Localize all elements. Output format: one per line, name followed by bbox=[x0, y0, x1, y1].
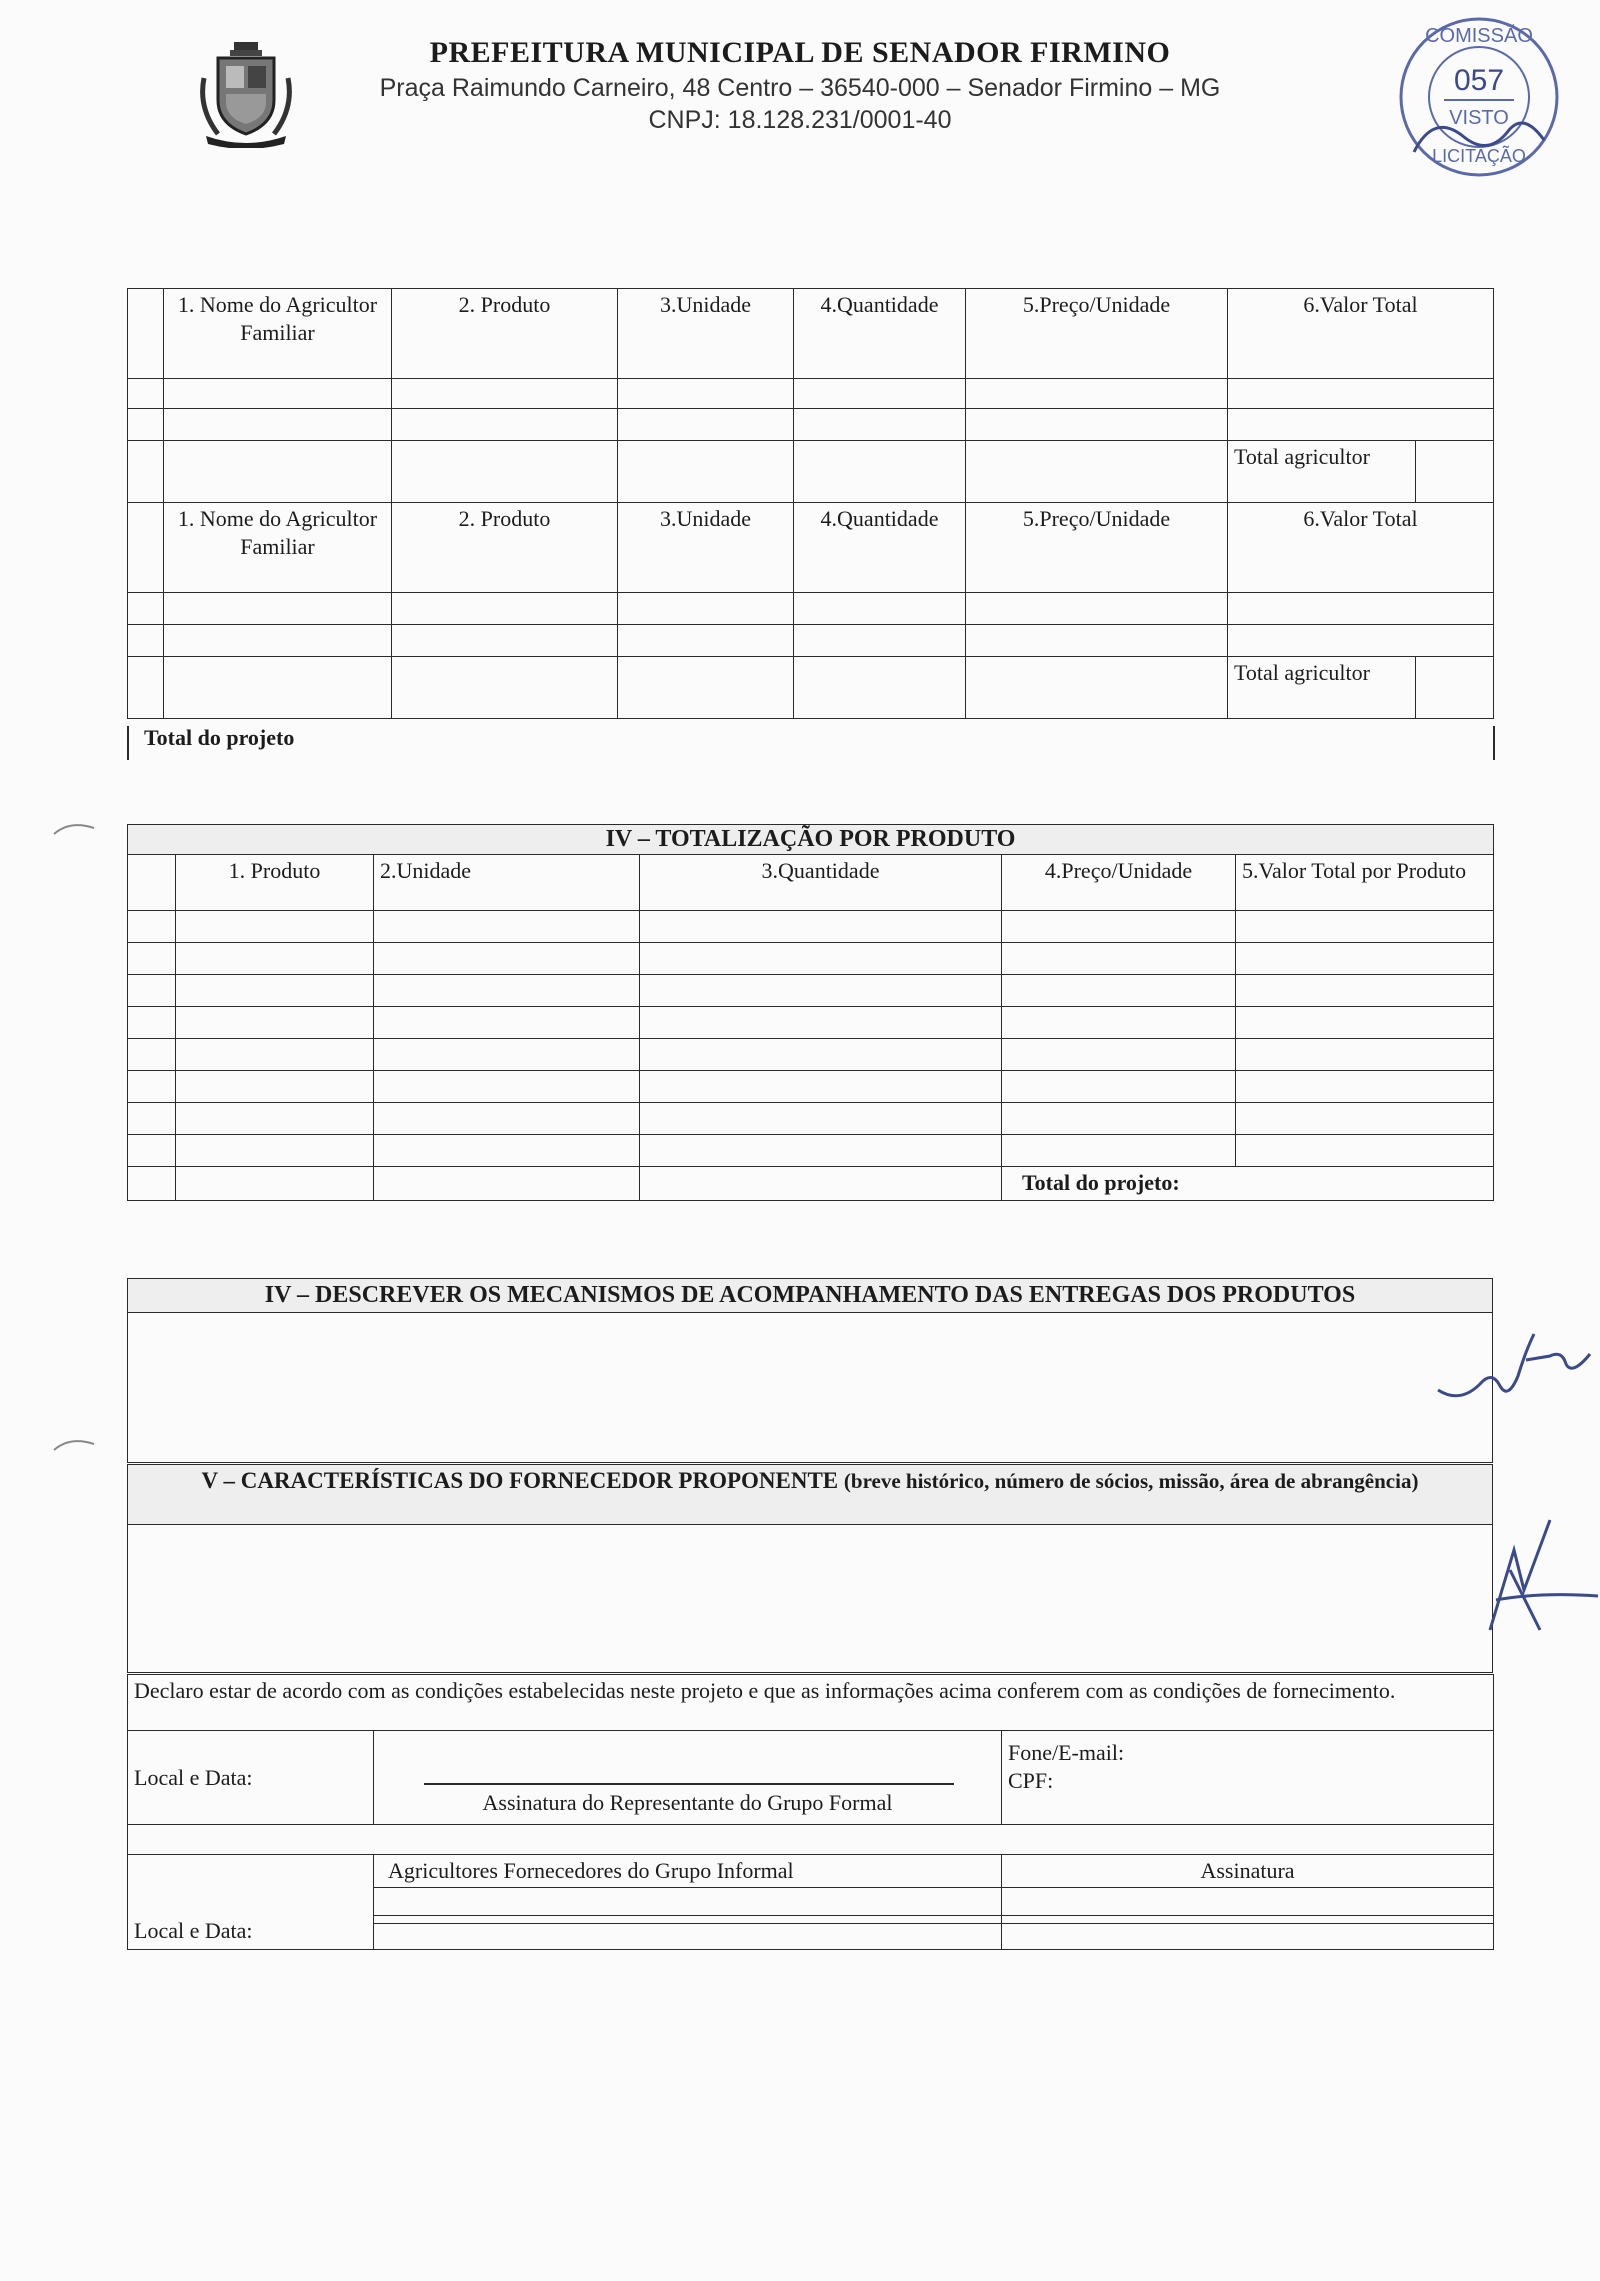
header-unidade: 3.Unidade bbox=[618, 503, 794, 593]
margin-arc-mark bbox=[50, 818, 100, 843]
table-edge bbox=[127, 726, 129, 760]
header-produto: 1. Produto bbox=[176, 855, 374, 911]
fone-email-label: Fone/E-mail: bbox=[1008, 1740, 1125, 1765]
header-quantidade: 4.Quantidade bbox=[794, 289, 966, 379]
spacer-row bbox=[128, 1825, 1494, 1855]
stamp-number: 057 bbox=[1453, 64, 1505, 97]
handwritten-margin-signature bbox=[1480, 1510, 1600, 1645]
signature-cell bbox=[374, 1731, 1002, 1825]
signature-formal-label: Assinatura do Representante do Grupo Formal bbox=[482, 1790, 893, 1815]
contact-cell bbox=[1002, 1731, 1494, 1825]
supplier-answer-area bbox=[128, 1525, 1493, 1673]
table-row bbox=[128, 1039, 1494, 1071]
stamp-middle-text: VISTO bbox=[1449, 107, 1509, 129]
stamp-top-text: COMISSÃO bbox=[1425, 25, 1533, 47]
total-agricultor-label: Total agricultor bbox=[1228, 441, 1416, 503]
header-valor-total-produto: 5.Valor Total por Produto bbox=[1236, 855, 1494, 911]
total-agricultor-label: Total agricultor bbox=[1228, 657, 1416, 719]
header-title: PREFEITURA MUNICIPAL DE SENADOR FIRMINO bbox=[429, 36, 1171, 69]
table-row bbox=[128, 911, 1494, 943]
table-row bbox=[128, 975, 1494, 1007]
header-nome-agricultor: 1. Nome do Agricultor Familiar bbox=[164, 289, 392, 379]
margin-arc-mark bbox=[50, 1434, 100, 1459]
header-nome-agricultor: 1. Nome do Agricultor Familiar bbox=[164, 503, 392, 593]
table-row bbox=[128, 1071, 1494, 1103]
assinatura-label: Assinatura bbox=[1002, 1855, 1494, 1888]
municipal-coat-of-arms bbox=[196, 38, 296, 148]
handwritten-initials-signature bbox=[1430, 1320, 1600, 1415]
local-data-label: Local e Data: bbox=[128, 1855, 374, 1950]
table-edge bbox=[1493, 726, 1495, 760]
table-row bbox=[128, 409, 1494, 441]
supplier-section-title: V – CARACTERÍSTICAS DO FORNECEDOR PROPONENTE bbox=[201, 1468, 839, 1493]
header-valor-total: 6.Valor Total bbox=[1228, 289, 1494, 379]
farmer-table bbox=[127, 288, 1494, 719]
product-section-title: IV – TOTALIZAÇÃO POR PRODUTO bbox=[128, 825, 1494, 855]
signature-line bbox=[424, 1783, 954, 1785]
declaration-text: Declaro estar de acordo com as condições estabelecidas neste projeto e que as informações acima conferem com as condições de fornecimento. bbox=[128, 1675, 1494, 1731]
table-row bbox=[128, 943, 1494, 975]
stamp-bottom-text: LICITAÇÃO bbox=[1432, 146, 1526, 166]
mechanisms-table bbox=[127, 1278, 1493, 1463]
supplier-section-subtitle: (breve histórico, número de sócios, missão, área de abrangência) bbox=[843, 1469, 1419, 1493]
header-preco-unidade: 5.Preço/Unidade bbox=[966, 289, 1228, 379]
product-total-label: Total do projeto: bbox=[1002, 1167, 1494, 1201]
header-preco-unidade: 5.Preço/Unidade bbox=[966, 503, 1228, 593]
table-row bbox=[128, 593, 1494, 625]
local-data-label: Local e Data: bbox=[128, 1731, 374, 1825]
header-unidade: 3.Unidade bbox=[618, 289, 794, 379]
mechanisms-section-title: IV – DESCREVER OS MECANISMOS DE ACOMPANHAMENTO DAS ENTREGAS DOS PRODUTOS bbox=[128, 1279, 1493, 1313]
table-row bbox=[128, 1135, 1494, 1167]
header-quantidade: 3.Quantidade bbox=[640, 855, 1002, 911]
commission-stamp bbox=[1394, 12, 1564, 182]
header-cnpj: CNPJ: 18.128.231/0001-40 bbox=[648, 106, 952, 134]
supplier-section-header bbox=[128, 1465, 1493, 1525]
mechanisms-answer-area bbox=[128, 1313, 1493, 1463]
table-row bbox=[128, 379, 1494, 409]
cpf-label: CPF: bbox=[1008, 1768, 1054, 1793]
informal-suppliers-label: Agricultores Fornecedores do Grupo Informal bbox=[374, 1855, 1002, 1888]
product-totalization-table bbox=[127, 824, 1494, 1201]
header-unidade: 2.Unidade bbox=[374, 855, 640, 911]
table-row bbox=[128, 1007, 1494, 1039]
total-projeto-label: Total do projeto bbox=[144, 725, 295, 750]
header-produto: 2. Produto bbox=[392, 289, 618, 379]
header-produto: 2. Produto bbox=[392, 503, 618, 593]
header-address: Praça Raimundo Carneiro, 48 Centro – 36540-000 – Senador Firmino – MG bbox=[379, 74, 1221, 102]
declaration-table bbox=[127, 1674, 1494, 1950]
table-row bbox=[128, 1103, 1494, 1135]
header-valor-total: 6.Valor Total bbox=[1228, 503, 1494, 593]
header-quantidade: 4.Quantidade bbox=[794, 503, 966, 593]
header-preco-unidade: 4.Preço/Unidade bbox=[1002, 855, 1236, 911]
supplier-table bbox=[127, 1464, 1493, 1673]
table-row bbox=[128, 625, 1494, 657]
